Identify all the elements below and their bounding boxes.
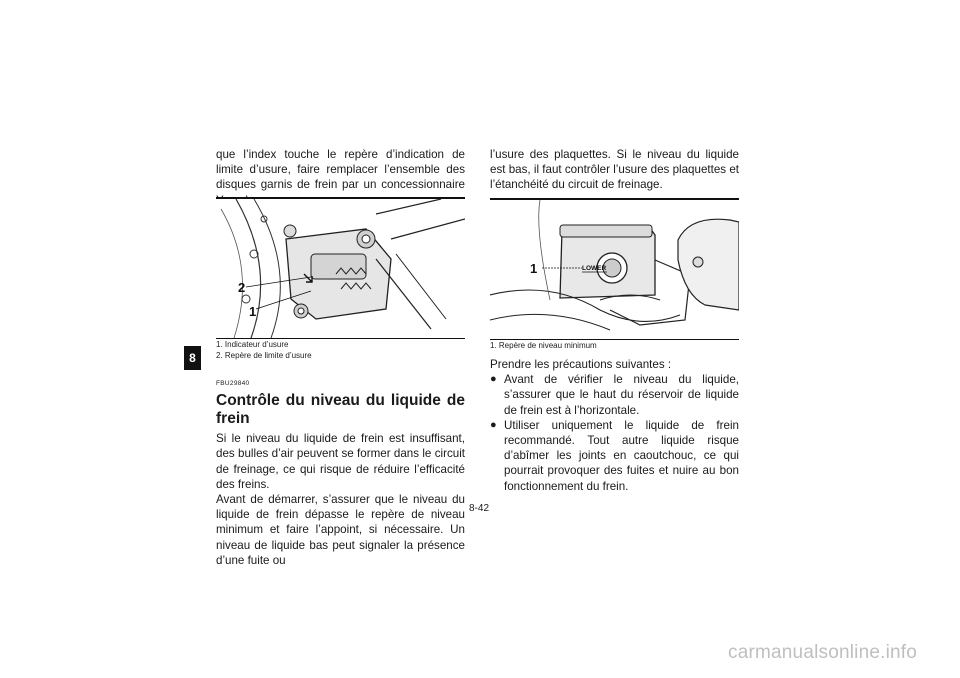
- brake-pad-illustration: [216, 199, 465, 338]
- reservoir-figure: [490, 198, 739, 340]
- watermark: carmanualsonline.info: [728, 642, 918, 663]
- section-code: FBU29840: [216, 380, 250, 387]
- lower-mark-label: LOWER: [582, 265, 607, 272]
- caption-wear-indicator: 1. Indicateur d’usure: [216, 340, 289, 349]
- precaution-text: Avant de vérifier le niveau du liquide, s’assurer que le haut du réservoir de liquide de frein est à l’horizontale.: [504, 373, 739, 417]
- page-number: 8-42: [469, 503, 490, 514]
- callout-1: 1: [249, 304, 257, 319]
- precaution-item: [490, 418, 739, 494]
- paragraph-1: Si le niveau du liquide de frein est insuffisant, des bulles d’air peuvent se former dans le circuit de freinage, ce qui risque de réduire l’efficacité des freins.: [216, 432, 465, 491]
- reservoir-illustration: [490, 200, 739, 339]
- brake-pad-figure: [216, 197, 465, 339]
- left-figure-caption: [216, 339, 465, 361]
- precaution-text: Utiliser uniquement le liquide de frein recommandé. Tout autre liquide risque d’abîmer les joints en caoutchouc, ce qui pourrait provoquer des fuites et nuire au bon fonctionnement du frein.: [504, 418, 739, 493]
- precautions-title: Prendre les précautions suivantes :: [490, 358, 672, 371]
- left-intro-text: que l’index touche le repère d’indication de limite d’usure, faire remplacer l’ensemble des disques garnis de frein par un concessionnaire: [216, 148, 465, 192]
- right-intro-text: l’usure des plaquettes. Si le niveau du liquide est bas, il faut contrôler l’usure des plaquettes et l’étanchéité du circuit de freinage.: [490, 148, 739, 192]
- precaution-item: [490, 372, 739, 418]
- paragraph-2: Avant de démarrer, s’assurer que le niveau du liquide de frein dépasse le repère de niveau minimum et faire l’appoint, si nécessaire. Un niveau de liquide bas peut signaler la présence d’une fuite ou: [216, 493, 465, 567]
- precautions-section: [490, 357, 739, 494]
- callout-2: 2: [238, 280, 246, 295]
- section-tab: 8: [184, 346, 201, 370]
- right-figure-caption: 1. Repère de niveau minimum: [490, 341, 597, 350]
- caption-wear-limit: 2. Repère de limite d’usure: [216, 351, 312, 360]
- bullet-icon: ●: [490, 418, 497, 431]
- bullet-icon: ●: [490, 373, 497, 386]
- left-section: [216, 376, 465, 568]
- section-heading: Contrôle du niveau du liquide de frein: [216, 392, 465, 428]
- callout-1-reservoir: 1: [530, 261, 538, 276]
